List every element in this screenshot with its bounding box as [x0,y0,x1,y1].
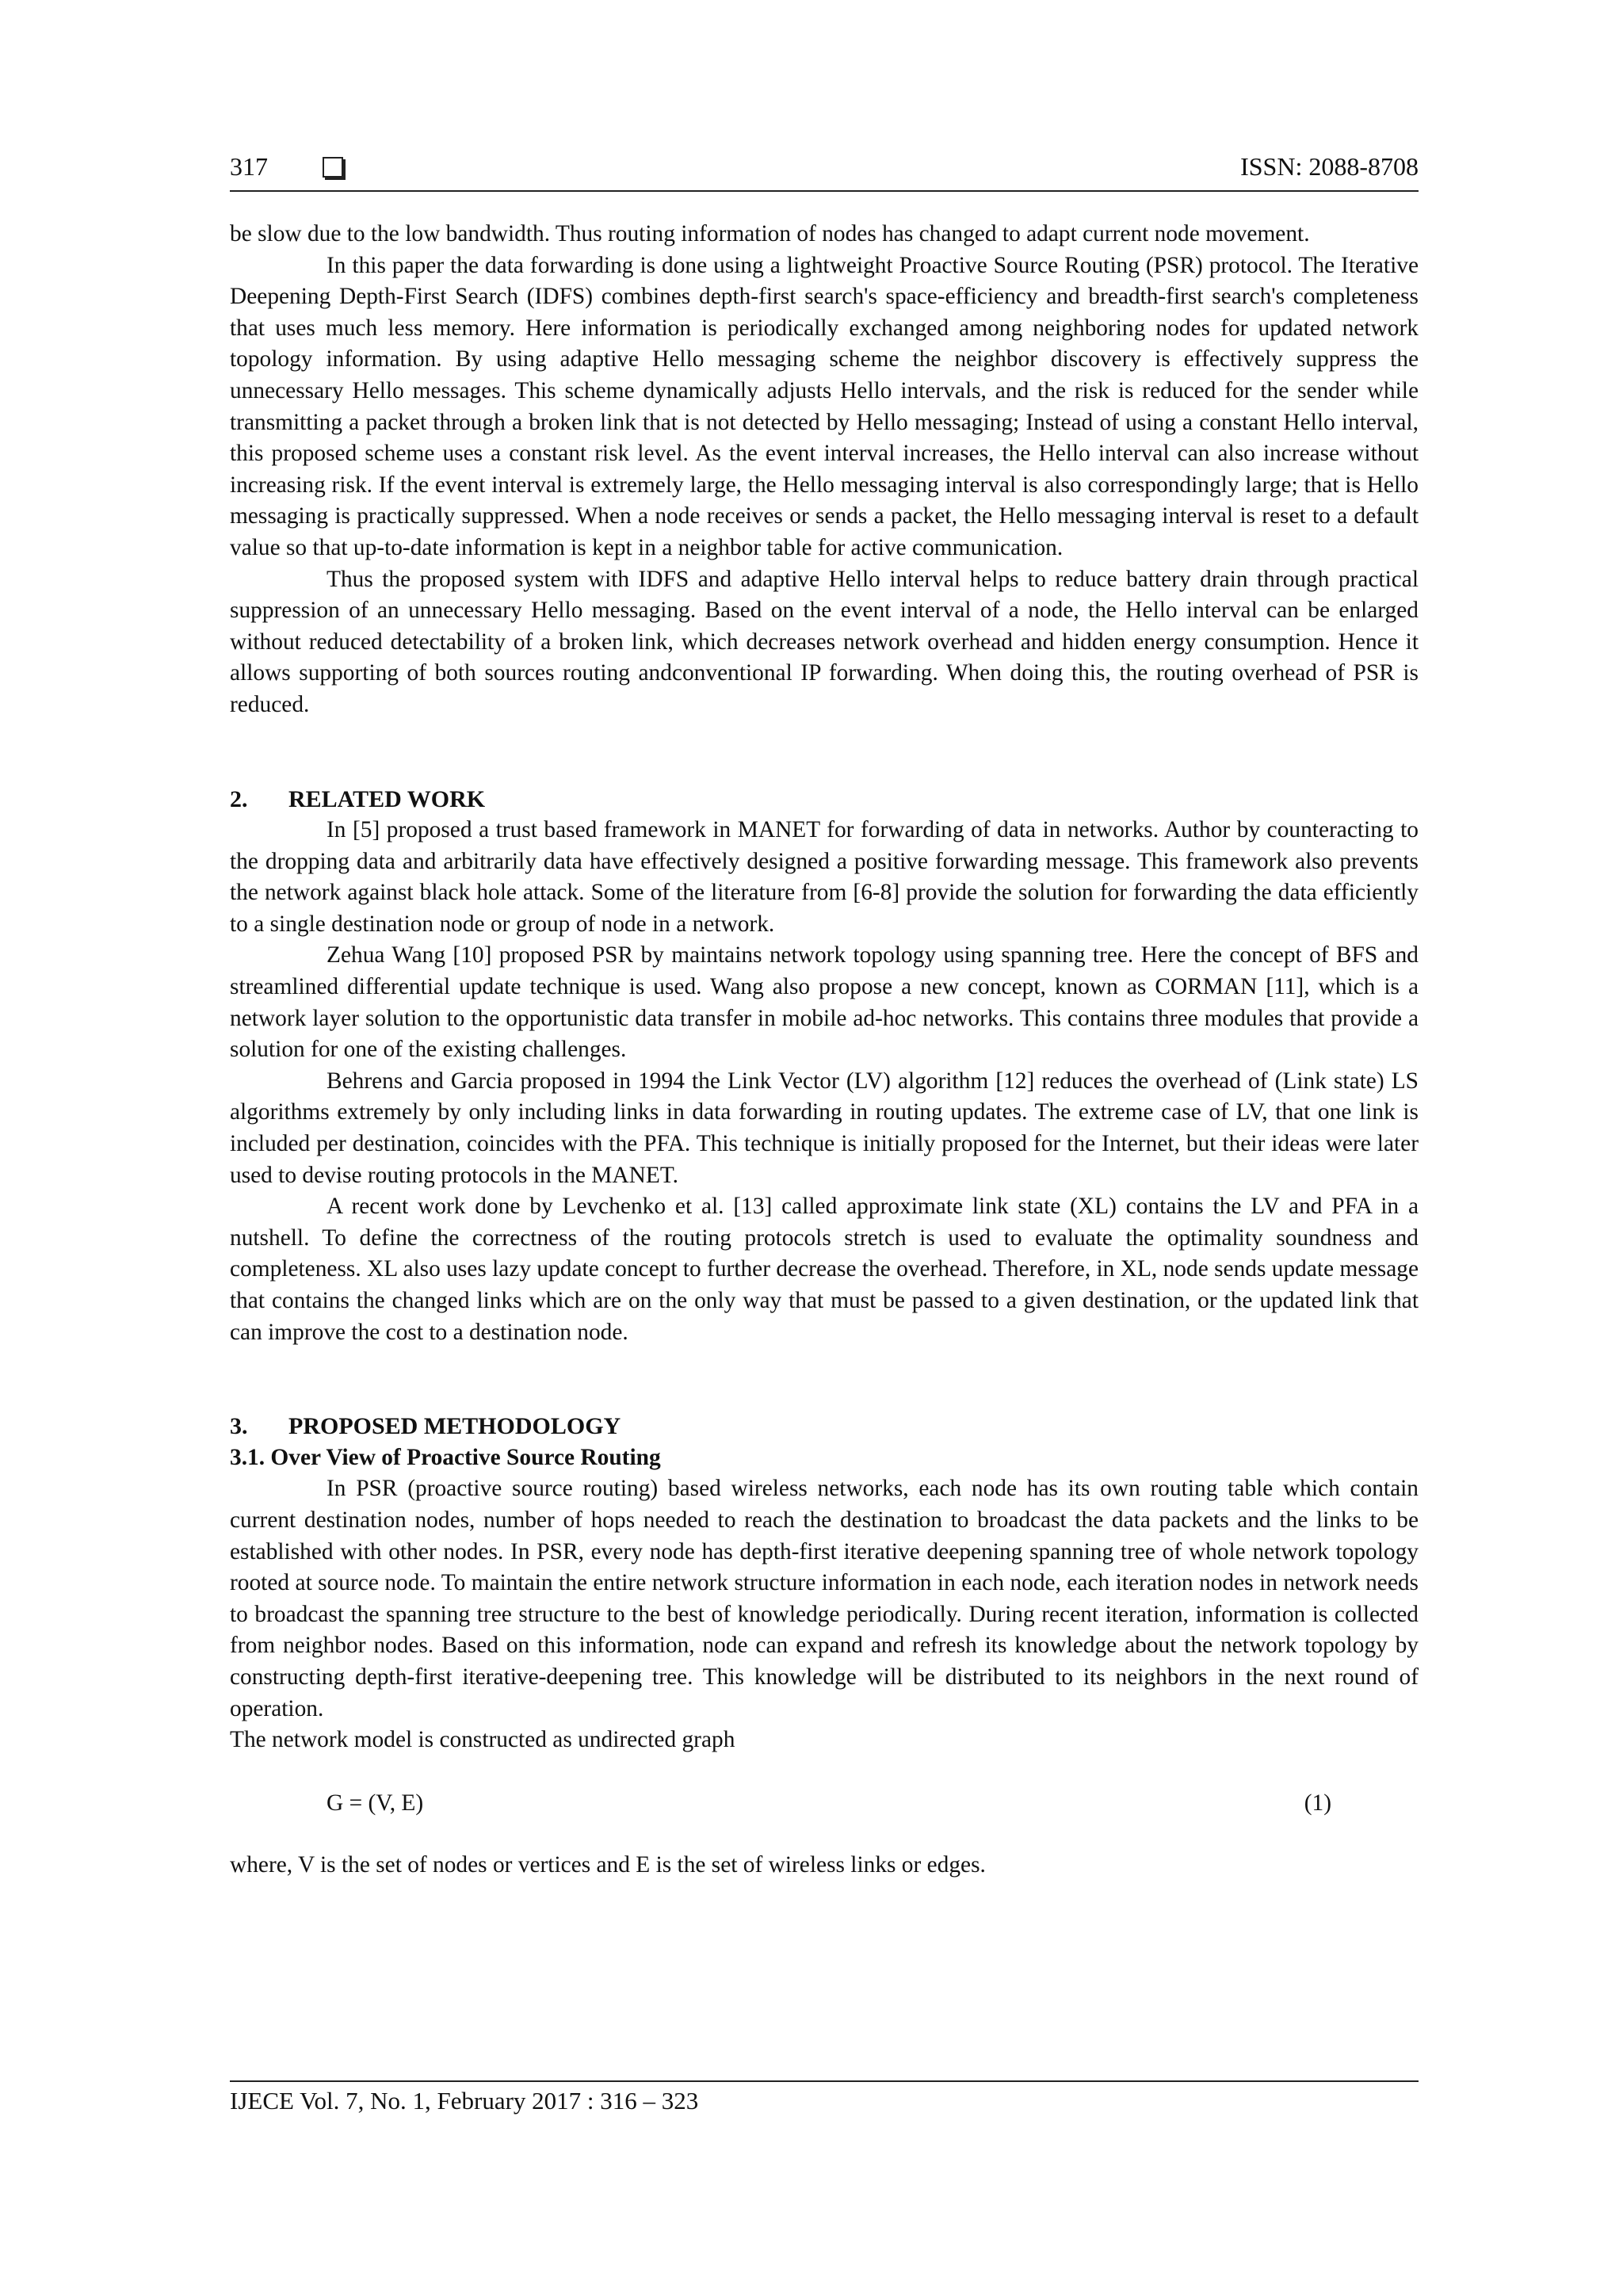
equation-number: (1) [1304,1790,1331,1816]
page-number: 317 [230,152,268,181]
equation-body: G = (V, E) [327,1790,424,1816]
section-3-number: 3. [230,1413,248,1440]
related-work-paragraph-2: Zehua Wang [10] proposed PSR by maintains network topology using spanning tree. Here the concept of BFS and streamlined differential update technique is used. Wang also propose a new concept, known as CORMAN [11], which is a network layer solution to the opportunistic data transfer in mobile ad-hoc networks. This contains three modules that provide a solution for one of the existing challenges. [230,942,1419,1063]
methodology-paragraph-2: The network model is constructed as undirected graph [230,1727,735,1753]
section-2-title: RELATED WORK [288,785,486,812]
section-2-heading [230,784,1419,816]
subsection-3-1-heading: 3.1. Over View of Proactive Source Routing [230,1444,661,1470]
page-footer [230,2080,1419,2115]
journal-citation: IJECE Vol. 7, No. 1, February 2017 : 316 – 323 [230,2087,699,2115]
related-work-paragraph-3: Behrens and Garcia proposed in 1994 the Link Vector (LV) algorithm [12] reduces the overhead of (Link state) LS algorithms extremely by only including links in data forwarding in routing updates. The extreme case of LV, that one link is included per destination, coincides with the PFA. This technique is initially proposed for the Internet, but their ideas were later used to devise routing protocols in the MANET. [230,1068,1419,1188]
intro-paragraph-1: be slow due to the low bandwidth. Thus routing information of nodes has changed to adapt current node movement. [230,221,1310,246]
related-work-paragraph-4: A recent work done by Levchenko et al. [13] called approximate link state (XL) contains the LV and PFA in a nutshell. To define the correctness of the routing protocols stretch is used to evaluate the optimality soundness and completeness. XL also uses lazy update concept to further decrease the overhead. Therefore, in XL, node sends update message that contains the changed links which are on the only way that must be passed to a given destination, or the updated link that can improve the cost to a destination node. [230,1194,1419,1345]
issn-label: ISSN: 2088-8708 [1240,152,1419,181]
intro-paragraph-3: Thus the proposed system with IDFS and adaptive Hello interval helps to reduce battery drain through practical suppression of an unnecessary Hello messaging. Based on the event interval of a node, the Hello interval can be enlarged without reduced detectability of a broken link, which decreases network overhead and hidden energy consumption. Hence it allows supporting of both sources routing andconventional IP forwarding. When doing this, the routing overhead of PSR is reduced. [230,566,1419,717]
methodology-paragraph-3: where, V is the set of nodes or vertices and E is the set of wireless links or edges. [230,1851,986,1878]
methodology-paragraph-1: In PSR (proactive source routing) based wireless networks, each node has its own routing table which contain current destination nodes, number of hops needed to reach the destination to broadcast the data packets and the links to be established with other nodes. In PSR, every node has depth-first iterative deepening spanning tree of whole network topology rooted at source node. To maintain the entire network structure information in each node, each iteration nodes in network needs to broadcast the spanning tree structure to the best of knowledge periodically. During recent iteration, information is collected from neighbor nodes. Based on this information, node can expand and refresh its knowledge about the network topology by constructing depth-first iterative-deepening tree. This knowledge will be distributed to its neighbors in the next round of operation. [230,1476,1419,1721]
intro-paragraph-2: In this paper the data forwarding is done using a lightweight Proactive Source Routing (PSR) protocol. The Iterative Deepening Depth-First Search (IDFS) combines depth-first search's space-efficiency and breadth-first search's completeness that uses much less memory. Here information is periodically exchanged among neighboring nodes for updated network topology information. By using adaptive Hello messaging scheme the neighbor discovery is effectively suppress the unnecessary Hello messages. This scheme dynamically adjusts Hello intervals, and the risk is reduced for the sender while transmitting a packet through a broken link that is not detected by Hello messaging; Instead of using a constant Hello interval, this proposed scheme uses a constant risk level. As the event interval increases, the Hello interval can also increase without increasing risk. If the event interval is extremely large, the Hello messaging interval is also correspondingly large; that is Hello messaging is practically suppressed. When a node receives or sends a packet, the Hello messaging interval is reset to a default value so that up-to-date information is kept in a neighbor table for active communication. [230,252,1419,560]
page-header [230,152,1419,192]
related-work-paragraph-1: In [5] proposed a trust based framework in MANET for forwarding of data in networks. Author by counteracting to the dropping data and arbitrarily data have effectively designed a positive forwarding message. This framework also prevents the network against black hole attack. Some of the literature from [6-8] provide the solution for forwarding the data efficiently to a single destination node or group of node in a network. [230,817,1419,937]
page-body [230,219,1419,1881]
checkbox-square-icon [323,157,343,178]
section-3-heading [230,1411,1419,1442]
section-2-number: 2. [230,785,248,812]
section-3-title: PROPOSED METHODOLOGY [288,1413,621,1440]
equation-1 [230,1787,1419,1819]
